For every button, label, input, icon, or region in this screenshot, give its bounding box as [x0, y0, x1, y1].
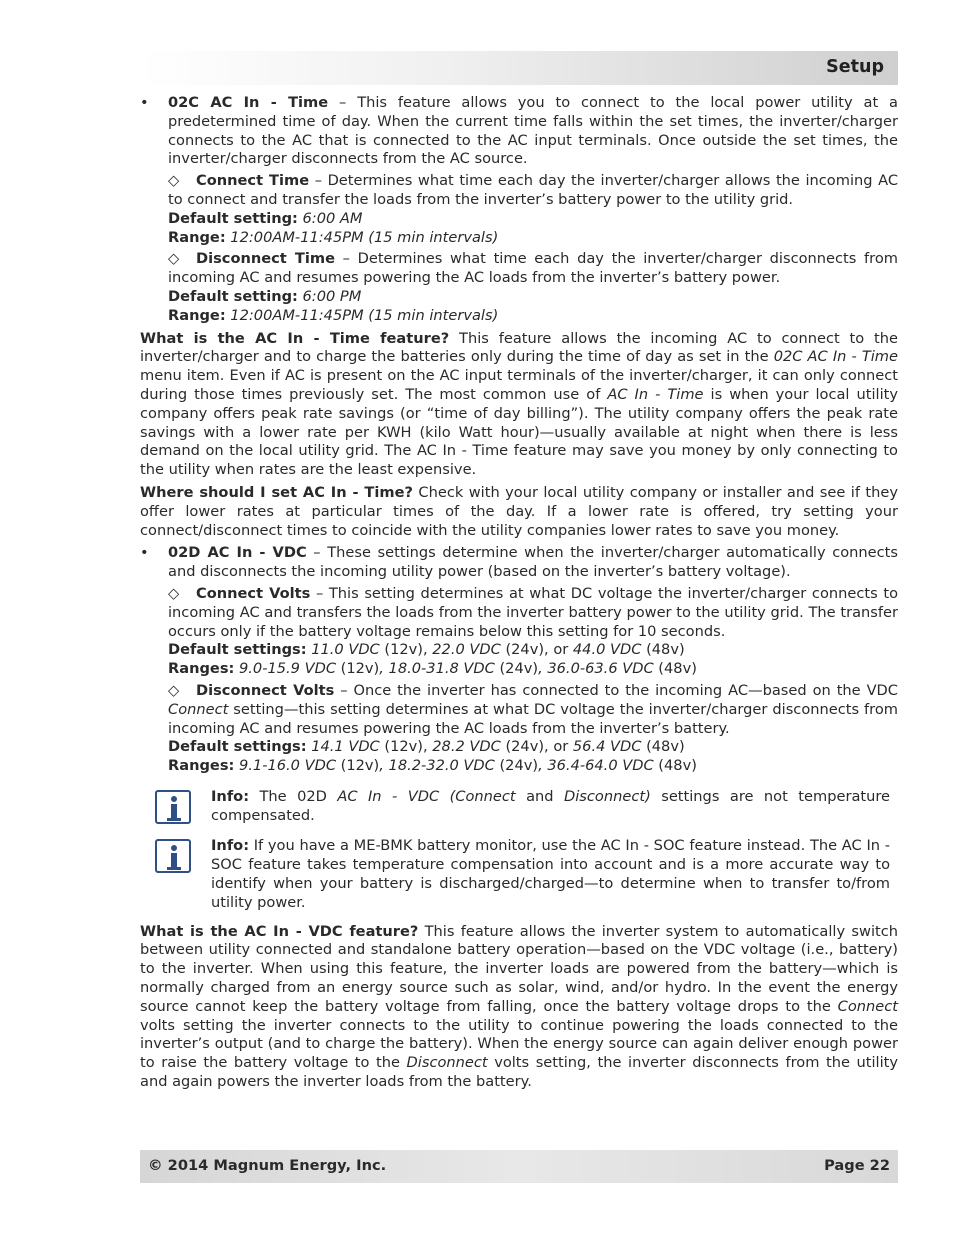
- disconnect-volts-label: Disconnect Volts: [196, 681, 335, 699]
- page-number: Page 22: [824, 1157, 890, 1174]
- unit: (12v): [336, 757, 380, 775]
- info-icon: [155, 790, 191, 824]
- unit: (24v), or: [500, 738, 573, 756]
- default-label: Default setting:: [168, 287, 298, 305]
- bullet-02c: [140, 94, 898, 169]
- info-note-bmk: [140, 837, 898, 912]
- unit: (48v): [641, 641, 685, 659]
- value: 11.0 VDC: [311, 641, 380, 659]
- bullet-02c-text: – This feature allows you to connect to the local power utility at a predetermined time of day. When the current time falls within the set times, the inverter/charger connects to the AC that is connected to the AC input terminals. Once outside the set times, the inverter/charger disconnects from the AC source.: [168, 94, 898, 168]
- bullet-icon: •: [140, 544, 149, 562]
- header-bar: [140, 51, 898, 85]
- text: settings are not temperature compensated.: [211, 787, 891, 824]
- diamond-icon: ◇: [168, 584, 180, 602]
- bullet-02d: [140, 544, 898, 582]
- unit: (48v): [653, 757, 697, 775]
- bullet-02d-title: 02D AC In - VDC: [168, 544, 307, 562]
- value: 44.0 VDC: [572, 641, 642, 659]
- paragraph-where-time: [140, 484, 898, 540]
- disconnect-volts-block: [140, 682, 898, 776]
- text: Check with your local utility company or installer and see if they offer lower rates at particular times of the day. If a lower rate is offered, try setting your connect/disconnect times to coincide with the utility companies lower rates to save you money.: [140, 483, 899, 539]
- value: 56.4 VDC: [572, 738, 642, 756]
- diamond-icon: ◇: [168, 681, 180, 699]
- unit: (24v): [494, 757, 539, 775]
- connect-time-block: [140, 172, 898, 247]
- info-label: Info:: [211, 837, 250, 855]
- connect-volts-text: – This setting determines at what DC voltage the inverter/charger connects to incoming AC and transfers the loads from the inverter battery power to the utility grid. The transfer occurs only if the battery voltage remains below this setting for 10 seconds.: [168, 584, 898, 640]
- text: volts setting the inverter connects to the utility to continue powering the loads connected to the inverter’s output (and to charge the battery). When the energy source can again deliver enough power to raise the battery voltage to the: [140, 1016, 898, 1072]
- unit: (12v),: [379, 738, 433, 756]
- disconnect-time-label: Disconnect Time: [196, 250, 335, 268]
- value: , 18.0-31.8 VDC: [379, 660, 495, 678]
- bullet-icon: •: [140, 94, 149, 111]
- text: This feature allows the incoming AC to connect to the inverter/charger and to charge the batteries only during the time of day as set in the: [140, 329, 898, 366]
- connect-volts-label: Connect Volts: [196, 584, 311, 602]
- text-italic: Disconnect: [406, 1054, 488, 1072]
- question: What is the AC In - Time feature?: [140, 329, 450, 347]
- unit: (48v): [641, 738, 685, 756]
- default-label: Default setting:: [168, 209, 298, 227]
- value: , 18.2-32.0 VDC: [379, 757, 495, 775]
- range-value: 12:00AM-11:45PM (15 min intervals): [230, 306, 499, 324]
- text-italic: AC In - VDC (Connect: [337, 787, 516, 805]
- diamond-icon: ◇: [168, 172, 180, 190]
- range-label: Range:: [168, 228, 226, 246]
- bullet-02d-text: – These settings determine when the inverter/charger automatically connects and disconnects the incoming utility power (based on the inverter’s battery voltage).: [168, 544, 899, 581]
- range-label: Ranges:: [168, 660, 235, 678]
- value: 9.0-15.9 VDC: [238, 660, 337, 678]
- value: 28.2 VDC: [432, 738, 501, 756]
- page-content: [140, 94, 898, 1096]
- range-label: Ranges:: [168, 757, 235, 775]
- paragraph-what-is-vdc: [140, 923, 898, 1092]
- unit: (24v), or: [500, 641, 573, 659]
- unit: (12v),: [379, 641, 433, 659]
- section-title: Setup: [826, 57, 884, 77]
- text: This feature allows the inverter system to automatically switch between utility connected and standalone battery operation—based on the VDC voltage (i.e., battery) to the inverter. When using this feature, the inverter loads are powered from the battery—which is normally charged from an energy source such as solar, wind, and/or hydro. In the event the energy source cannot keep the battery voltage from falling, once the battery voltage drops to the: [140, 922, 898, 1015]
- value: 9.1-16.0 VDC: [238, 757, 337, 775]
- text: menu item. Even if AC is present on the AC input terminals of the inverter/charger, it can only connect during those times previously set. The most common use of: [140, 367, 898, 403]
- range-label: Range:: [168, 306, 226, 324]
- text: and: [515, 787, 564, 805]
- connect-volts-block: [140, 585, 898, 679]
- text-italic: Disconnect): [564, 787, 651, 805]
- unit: (48v): [653, 660, 697, 678]
- text-italic: AC In - Time: [607, 385, 704, 403]
- disconnect-time-text: – Determines what time each day the inverter/charger disconnects from incoming AC and resumes powering the AC loads from the inverter’s battery power.: [168, 250, 898, 287]
- value: , 36.4-64.0 VDC: [538, 757, 654, 775]
- text-italic: 02C AC In - Time: [773, 348, 898, 366]
- value: , 36.0-63.6 VDC: [538, 660, 654, 678]
- footer-bar: [140, 1150, 898, 1183]
- disconnect-time-block: [140, 250, 898, 325]
- text: The 02D: [249, 787, 338, 805]
- value: 22.0 VDC: [432, 641, 501, 659]
- default-value: 6:00 PM: [302, 287, 362, 305]
- text: setting—this setting determines at what DC voltage the inverter/charger disconnects from incoming AC and resumes powering the AC loads from the inverter’s battery.: [168, 700, 898, 737]
- info-label: Info:: [211, 787, 250, 805]
- connect-time-text: – Determines what time each day the inverter/charger allows the incoming AC to connect and transfer the loads from the inverter’s battery power to the utility grid.: [168, 172, 899, 208]
- text: If you have a ME-BMK battery monitor, use the AC In - SOC feature instead. The AC In - SOC feature takes temperature compensation into account and is a more accurate way to identify when your battery is discharged/charged—to determine when to transfer to/from utility power.: [211, 837, 890, 911]
- text-italic: Connect: [837, 997, 898, 1015]
- text: volts setting, the inverter disconnects from the utility and again powers the inverter loads from the battery.: [140, 1054, 899, 1091]
- info-note-temperature: [140, 788, 898, 826]
- question: Where should I set AC In - Time?: [140, 483, 413, 501]
- default-label: Default settings:: [168, 738, 307, 756]
- diamond-icon: ◇: [168, 250, 180, 268]
- bullet-02c-title: 02C AC In - Time: [168, 94, 329, 111]
- copyright: © 2014 Magnum Energy, Inc.: [148, 1157, 387, 1174]
- range-value: 12:00AM-11:45PM (15 min intervals): [230, 228, 499, 246]
- unit: (24v): [494, 660, 539, 678]
- info-icon: [155, 839, 191, 873]
- connect-time-label: Connect Time: [196, 172, 310, 190]
- text-italic: Connect: [168, 700, 229, 718]
- text: – Once the inverter has connected to the incoming AC—based on the VDC: [334, 681, 898, 699]
- default-value: 6:00 AM: [302, 209, 363, 227]
- unit: (12v): [336, 660, 380, 678]
- question: What is the AC In - VDC feature?: [140, 922, 419, 940]
- default-label: Default settings:: [168, 641, 307, 659]
- value: 14.1 VDC: [311, 738, 380, 756]
- paragraph-what-is-time: [140, 330, 898, 480]
- text: is when your local utility company offers peak rate savings (or “time of day billing”). The utility company offers the peak rate savings with a lower rate per KWH (kilo Watt hour)—usually available at night when there is less demand on the local utility grid. The AC In - Time feature may save you money by only connecting to the utility when rates are the least expensive.: [140, 385, 898, 479]
